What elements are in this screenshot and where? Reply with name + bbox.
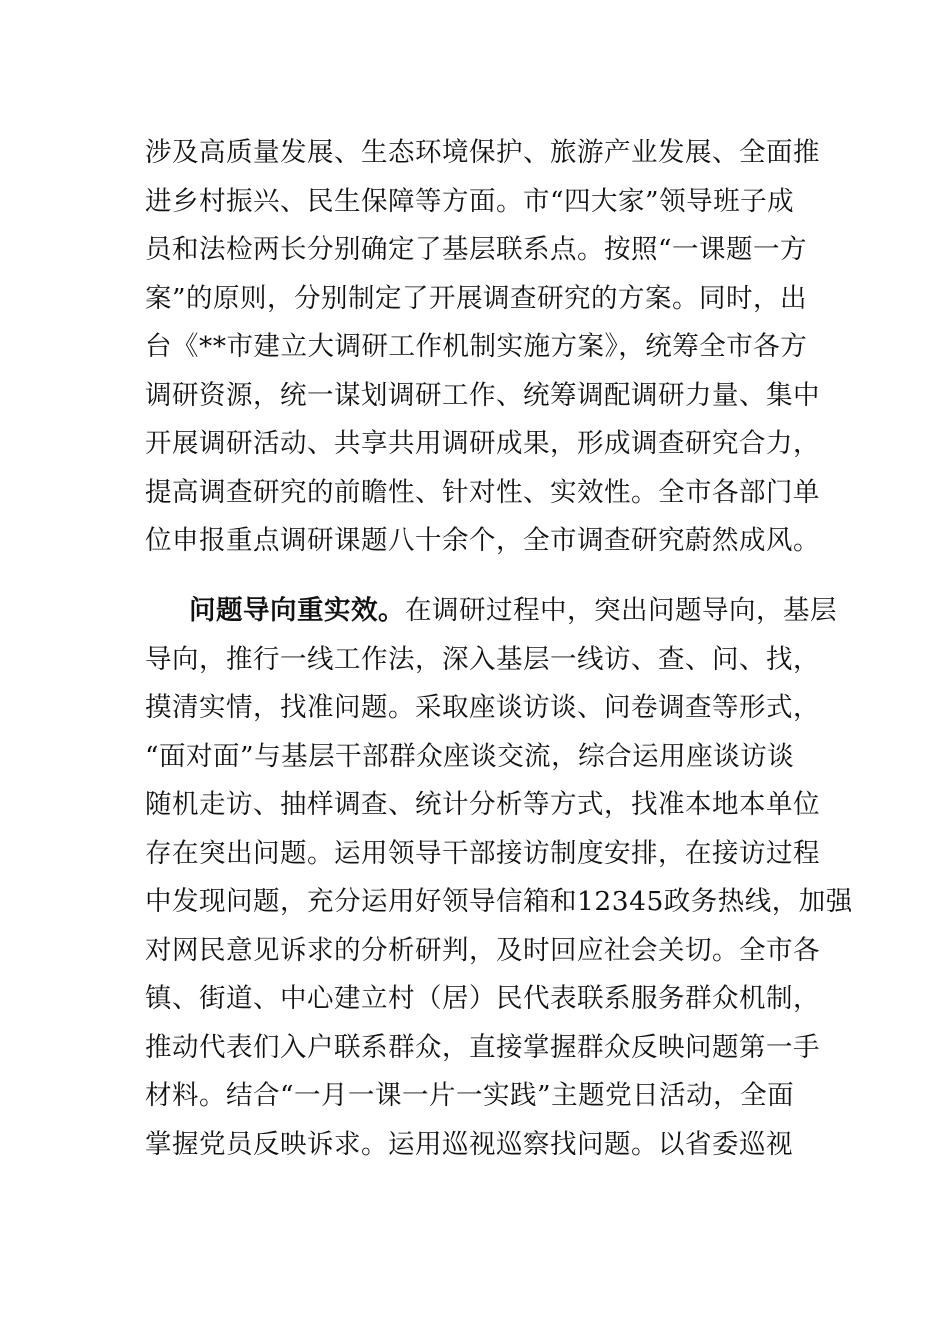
text-line: 员和法检两长分别确定了基层联系点。按照“一课题一方 xyxy=(145,234,808,265)
text-line: 随机走访、抽样调查、统计分析等方式，找准本地本单位 xyxy=(145,789,820,820)
text-line: “面对面”与基层干部群众座谈交流，综合运用座谈访谈 xyxy=(145,740,795,772)
text-line: 材料。结合“一月一课一片一实践”主题党日活动，全面 xyxy=(145,1080,795,1111)
text-line: 对网民意见诉求的分析研判，及时回应社会关切。全市各 xyxy=(145,934,820,966)
text-line: 进乡村振兴、民生保障等方面。市“四大家”领导班子成 xyxy=(145,185,795,217)
paragraph-problem-orientation xyxy=(145,587,853,1169)
text-line: 导向，推行一线工作法，深入基层一线访、查、问、找， xyxy=(145,643,820,675)
text-line: 摸清实情，找准问题。采取座谈访谈、问卷调查等形式， xyxy=(145,692,820,723)
text-line: 存在突出问题。运用领导干部接访制度安排，在接访过程 xyxy=(145,837,820,869)
text-line: 推动代表们入户联系群众，直接掌握群众反映问题第一手 xyxy=(145,1031,820,1063)
text-line: 提高调查研究的前瞻性、针对性、实效性。全市各部门单 xyxy=(145,476,820,508)
text-line: 调研资源，统一谋划调研工作、统筹调配调研力量、集中 xyxy=(145,379,820,411)
text-line: 案”的原则，分别制定了开展调查研究的方案。同时，出 xyxy=(145,282,808,314)
text-line: 开展调研活动、共享共用调研成果，形成调查研究合力， xyxy=(145,428,820,459)
paragraph-heading: 问题导向重实效。 xyxy=(189,595,405,626)
text-line: 位申报重点调研课题八十余个，全市调查研究蔚然成风。 xyxy=(145,525,820,556)
text-line-rest: 在调研过程中，突出问题导向，基层 xyxy=(405,595,837,626)
paragraph-first-line xyxy=(145,587,837,636)
paragraph-research-coordination xyxy=(145,129,820,566)
text-line: 镇、街道、中心建立村（居）民代表联系服务群众机制， xyxy=(145,983,820,1014)
text-line: 掌握党员反映诉求。运用巡视巡察找问题。以省委巡视 xyxy=(145,1128,793,1160)
text-line: 中发现问题，充分运用好领导信箱和12345政务热线，加强 xyxy=(145,886,853,917)
text-line: 台《**市建立大调研工作机制实施方案》，统筹全市各方 xyxy=(145,331,808,362)
text-line: 涉及高质量发展、生态环境保护、旅游产业发展、全面推 xyxy=(145,137,820,168)
